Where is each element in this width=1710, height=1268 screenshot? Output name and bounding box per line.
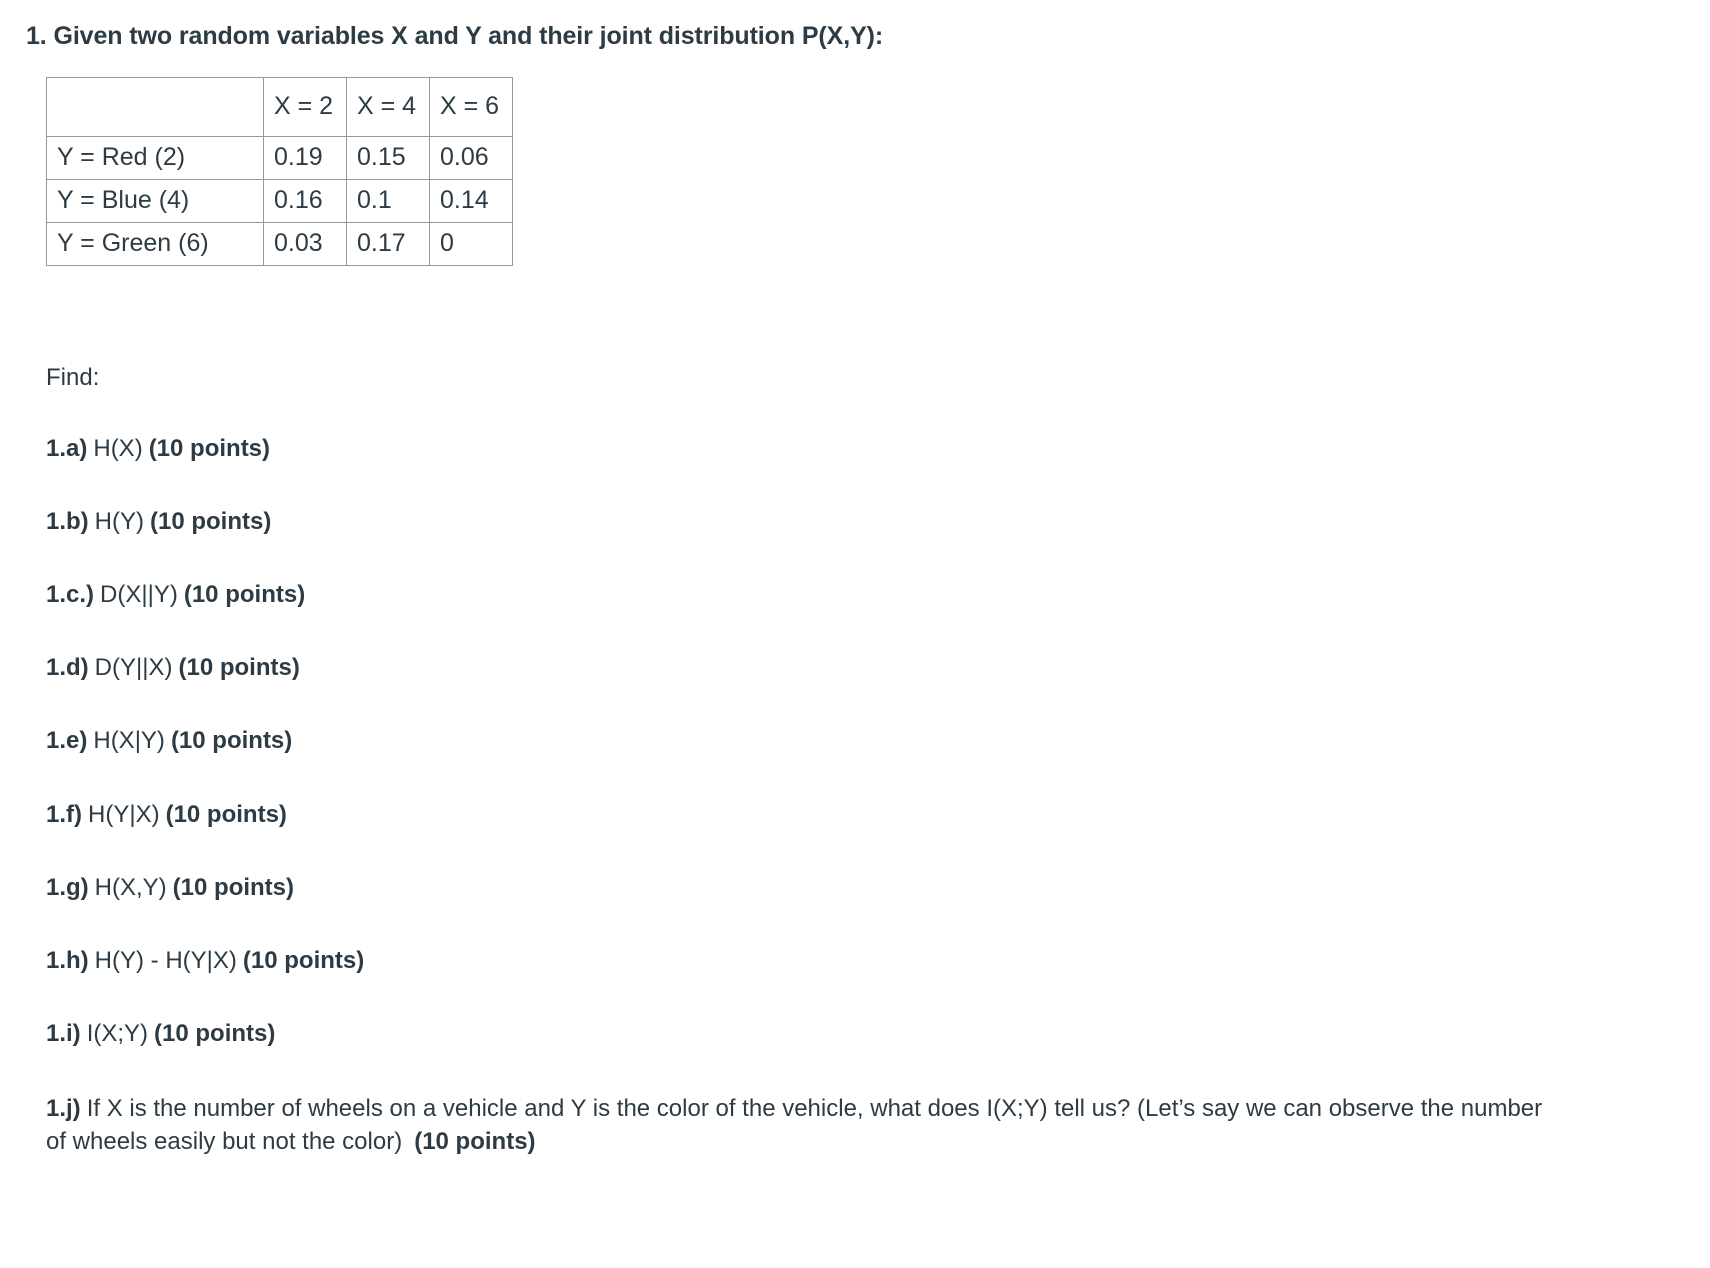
part-label-b: 1.b) xyxy=(46,508,89,536)
part-label-i: 1.i) xyxy=(46,1019,81,1047)
table-row xyxy=(47,223,513,266)
part-expression-e: H(X|Y) xyxy=(93,727,165,755)
cell-red-x6: 0.06 xyxy=(430,137,513,180)
column-header-x2: X = 2 xyxy=(264,78,347,137)
part-label-g: 1.g) xyxy=(46,873,89,901)
table-header-row xyxy=(47,78,513,137)
question-part-f xyxy=(46,798,1686,831)
part-label-a: 1.a) xyxy=(46,435,88,462)
part-points-j: (10 points) xyxy=(414,1128,536,1156)
row-header-blue: Y = Blue (4) xyxy=(47,180,264,223)
question-part-i xyxy=(46,1017,1686,1050)
part-expression-f: H(Y|X) xyxy=(88,800,160,828)
question-part-d xyxy=(46,651,1686,684)
column-header-x4: X = 4 xyxy=(347,78,430,137)
table-corner-cell xyxy=(47,78,264,137)
cell-green-x2: 0.03 xyxy=(264,223,347,266)
find-label: Find: xyxy=(46,364,100,391)
page-title: 1. Given two random variables X and Y and their joint distribution P(X,Y): xyxy=(26,22,884,50)
question-part-b xyxy=(46,505,1686,538)
table-row xyxy=(47,180,513,223)
part-expression-a: H(X) xyxy=(93,435,143,462)
question-parts-list xyxy=(24,432,1686,1158)
part-points-d: (10 points) xyxy=(178,654,300,682)
part-label-e: 1.e) xyxy=(46,727,88,755)
part-label-j: 1.j) xyxy=(46,1094,81,1122)
part-expression-d: D(Y||X) xyxy=(94,654,173,682)
cell-green-x6: 0 xyxy=(430,223,513,266)
question-part-c xyxy=(46,578,1686,611)
question-part-j xyxy=(46,1092,1566,1158)
part-label-d: 1.d) xyxy=(46,654,89,682)
part-points-a: (10 points) xyxy=(148,435,271,462)
part-expression-j: If X is the number of wheels on a vehicle and Y is the color of the vehicle, what does I(X;Y) tell us? (Let’s say we can observe the number of wheels easily but not the color) xyxy=(46,1094,1543,1156)
part-points-b: (10 points) xyxy=(150,508,272,536)
part-label-c: 1.c.) xyxy=(46,581,95,609)
joint-distribution-table xyxy=(46,77,513,266)
part-points-i: (10 points) xyxy=(154,1019,276,1047)
question-part-a xyxy=(46,432,1686,465)
part-label-h: 1.h) xyxy=(46,946,89,974)
question-part-e xyxy=(46,724,1686,757)
column-header-x6: X = 6 xyxy=(430,78,513,137)
row-header-red: Y = Red (2) xyxy=(47,137,264,180)
part-expression-c: D(X||Y) xyxy=(100,581,178,609)
question-part-g xyxy=(46,871,1686,904)
part-points-f: (10 points) xyxy=(165,800,287,828)
cell-green-x4: 0.17 xyxy=(347,223,430,266)
cell-blue-x4: 0.1 xyxy=(347,180,430,223)
row-header-green: Y = Green (6) xyxy=(47,223,264,266)
part-points-c: (10 points) xyxy=(183,581,306,609)
part-expression-h: H(Y) - H(Y|X) xyxy=(94,946,237,974)
table-row xyxy=(47,137,513,180)
cell-red-x2: 0.19 xyxy=(264,137,347,180)
part-points-e: (10 points) xyxy=(170,727,293,755)
part-expression-g: H(X,Y) xyxy=(94,873,167,901)
part-expression-i: I(X;Y) xyxy=(86,1019,149,1047)
part-label-f: 1.f) xyxy=(46,800,82,828)
part-points-h: (10 points) xyxy=(242,946,365,974)
cell-blue-x2: 0.16 xyxy=(264,180,347,223)
cell-red-x4: 0.15 xyxy=(347,137,430,180)
part-expression-b: H(Y) xyxy=(94,508,144,536)
question-part-h xyxy=(46,944,1686,977)
part-points-g: (10 points) xyxy=(172,873,295,901)
cell-blue-x6: 0.14 xyxy=(430,180,513,223)
